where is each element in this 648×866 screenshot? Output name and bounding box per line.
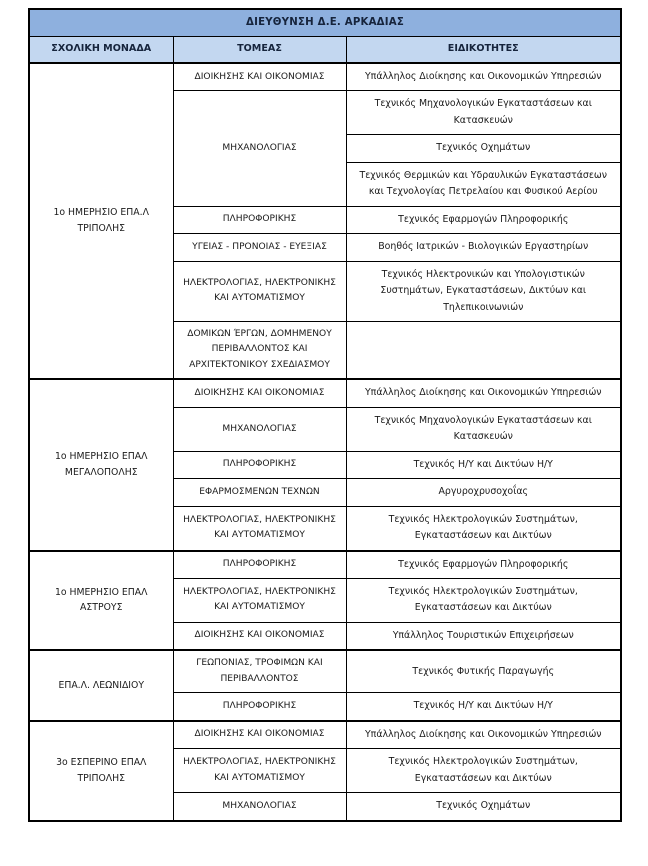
specialty-cell: Τεχνικός Εφαρμογών Πληροφορικής bbox=[346, 206, 621, 233]
school-unit-cell: 1ο ΗΜΕΡΗΣΙΟ ΕΠΑΛ ΜΕΓΑΛΟΠΟΛΗΣ bbox=[29, 379, 173, 550]
sector-cell: ΠΛΗΡΟΦΟΡΙΚΗΣ bbox=[173, 693, 346, 721]
sector-cell: ΗΛΕΚΤΡΟΛΟΓΙΑΣ, ΗΛΕΚΤΡΟΝΙΚΗΣ ΚΑΙ ΑΥΤΟΜΑΤΙΣΜΟΥ bbox=[173, 261, 346, 321]
sector-cell: ΥΓΕΙΑΣ - ΠΡΟΝΟΙΑΣ - ΕΥΕΞΙΑΣ bbox=[173, 234, 346, 261]
table-header bbox=[29, 9, 621, 63]
column-header-specialty: ΕΙΔΙΚΟΤΗΤΕΣ bbox=[346, 37, 621, 64]
page-title: ΔΙΕΥΘΥΝΣΗ Δ.Ε. ΑΡΚΑΔΙΑΣ bbox=[29, 9, 621, 37]
specialty-cell: Αργυροχρυσοχοΐας bbox=[346, 479, 621, 506]
specialty-cell: Τεχνικός Μηχανολογικών Εγκαταστάσεων και Κατασκευών bbox=[346, 407, 621, 451]
sector-cell: ΜΗΧΑΝΟΛΟΓΙΑΣ bbox=[173, 407, 346, 451]
specialty-cell: Υπάλληλος Διοίκησης και Οικονομικών Υπηρεσιών bbox=[346, 379, 621, 407]
sector-cell: ΗΛΕΚΤΡΟΛΟΓΙΑΣ, ΗΛΕΚΤΡΟΝΙΚΗΣ ΚΑΙ ΑΥΤΟΜΑΤΙΣΜΟΥ bbox=[173, 506, 346, 550]
table-row bbox=[29, 379, 621, 407]
sector-cell: ΜΗΧΑΝΟΛΟΓΙΑΣ bbox=[173, 91, 346, 206]
specialty-cell: Υπάλληλος Διοίκησης και Οικονομικών Υπηρεσιών bbox=[346, 721, 621, 749]
specialty-cell: Τεχνικός Η/Υ και Δικτύων Η/Υ bbox=[346, 693, 621, 721]
sector-cell: ΔΟΜΙΚΩΝ ΈΡΓΩΝ, ΔΟΜΗΜΕΝΟΥ ΠΕΡΙΒΑΛΛΟΝΤΟΣ ΚΑΙ ΑΡΧΙΤΕΚΤΟΝΙΚΟΥ ΣΧΕΔΙΑΣΜΟΥ bbox=[173, 321, 346, 379]
sector-cell: ΠΛΗΡΟΦΟΡΙΚΗΣ bbox=[173, 206, 346, 233]
table-row bbox=[29, 650, 621, 692]
specialty-cell: Τεχνικός Οχημάτων bbox=[346, 793, 621, 821]
school-unit-cell: ΕΠΑ.Λ. ΛΕΩΝΙΔΙΟΥ bbox=[29, 650, 173, 720]
sector-cell: ΗΛΕΚΤΡΟΛΟΓΙΑΣ, ΗΛΕΚΤΡΟΝΙΚΗΣ ΚΑΙ ΑΥΤΟΜΑΤΙΣΜΟΥ bbox=[173, 749, 346, 793]
table-row bbox=[29, 721, 621, 749]
specialty-cell: Τεχνικός Ηλεκτρολογικών Συστημάτων, Εγκαταστάσεων και Δικτύων bbox=[346, 578, 621, 622]
specialty-cell: Τεχνικός Φυτικής Παραγωγής bbox=[346, 650, 621, 692]
specialty-cell: Υπάλληλος Τουριστικών Επιχειρήσεων bbox=[346, 622, 621, 650]
sector-cell: ΠΛΗΡΟΦΟΡΙΚΗΣ bbox=[173, 451, 346, 478]
column-header-sector: ΤΟΜΕΑΣ bbox=[173, 37, 346, 64]
specialty-cell: Τεχνικός Μηχανολογικών Εγκαταστάσεων και Κατασκευών bbox=[346, 91, 621, 135]
sector-cell: ΔΙΟΙΚΗΣΗΣ ΚΑΙ ΟΙΚΟΝΟΜΙΑΣ bbox=[173, 622, 346, 650]
specialty-cell: Τεχνικός Οχημάτων bbox=[346, 135, 621, 162]
specialty-cell: Τεχνικός Ηλεκτρολογικών Συστημάτων, Εγκαταστάσεων και Δικτύων bbox=[346, 749, 621, 793]
specialty-cell: Τεχνικός Ηλεκτρονικών και Υπολογιστικών Συστημάτων, Εγκαταστάσεων, Δικτύων και Τηλεπικοινωνιών bbox=[346, 261, 621, 321]
specialty-cell: Τεχνικός Η/Υ και Δικτύων Η/Υ bbox=[346, 451, 621, 478]
specialty-cell: Τεχνικός Θερμικών και Υδραυλικών Εγκαταστάσεων και Τεχνολογίας Πετρελαίου και Φυσικού Αερίου bbox=[346, 162, 621, 206]
column-header-unit: ΣΧΟΛΙΚΗ ΜΟΝΑΔΑ bbox=[29, 37, 173, 64]
school-unit-cell: 3ο ΕΣΠΕΡΙΝΟ ΕΠΑΛ ΤΡΙΠΟΛΗΣ bbox=[29, 721, 173, 821]
sector-cell: ΜΗΧΑΝΟΛΟΓΙΑΣ bbox=[173, 793, 346, 821]
school-unit-cell: 1ο ΗΜΕΡΗΣΙΟ ΕΠΑ.Λ ΤΡΙΠΟΛΗΣ bbox=[29, 63, 173, 379]
table-body bbox=[29, 63, 621, 821]
specialty-cell: Τεχνικός Εφαρμογών Πληροφορικής bbox=[346, 551, 621, 579]
sector-cell: ΔΙΟΙΚΗΣΗΣ ΚΑΙ ΟΙΚΟΝΟΜΙΑΣ bbox=[173, 379, 346, 407]
table-title-row bbox=[29, 9, 621, 37]
sector-cell: ΗΛΕΚΤΡΟΛΟΓΙΑΣ, ΗΛΕΚΤΡΟΝΙΚΗΣ ΚΑΙ ΑΥΤΟΜΑΤΙΣΜΟΥ bbox=[173, 578, 346, 622]
column-header-row bbox=[29, 37, 621, 64]
specialty-cell bbox=[346, 321, 621, 379]
specialty-cell: Υπάλληλος Διοίκησης και Οικονομικών Υπηρεσιών bbox=[346, 63, 621, 91]
specialty-cell: Τεχνικός Ηλεκτρολογικών Συστημάτων, Εγκαταστάσεων και Δικτύων bbox=[346, 506, 621, 550]
sector-cell: ΕΦΑΡΜΟΣΜΕΝΩΝ ΤΕΧΝΩΝ bbox=[173, 479, 346, 506]
sector-cell: ΔΙΟΙΚΗΣΗΣ ΚΑΙ ΟΙΚΟΝΟΜΙΑΣ bbox=[173, 63, 346, 91]
sector-cell: ΠΛΗΡΟΦΟΡΙΚΗΣ bbox=[173, 551, 346, 579]
sector-cell: ΔΙΟΙΚΗΣΗΣ ΚΑΙ ΟΙΚΟΝΟΜΙΑΣ bbox=[173, 721, 346, 749]
school-unit-cell: 1ο ΗΜΕΡΗΣΙΟ ΕΠΑΛ ΑΣΤΡΟΥΣ bbox=[29, 551, 173, 651]
specialty-cell: Βοηθός Ιατρικών - Βιολογικών Εργαστηρίων bbox=[346, 234, 621, 261]
schools-table bbox=[28, 8, 622, 822]
table-row bbox=[29, 63, 621, 91]
sector-cell: ΓΕΩΠΟΝΙΑΣ, ΤΡΟΦΙΜΩΝ ΚΑΙ ΠΕΡΙΒΑΛΛΟΝΤΟΣ bbox=[173, 650, 346, 692]
table-row bbox=[29, 551, 621, 579]
